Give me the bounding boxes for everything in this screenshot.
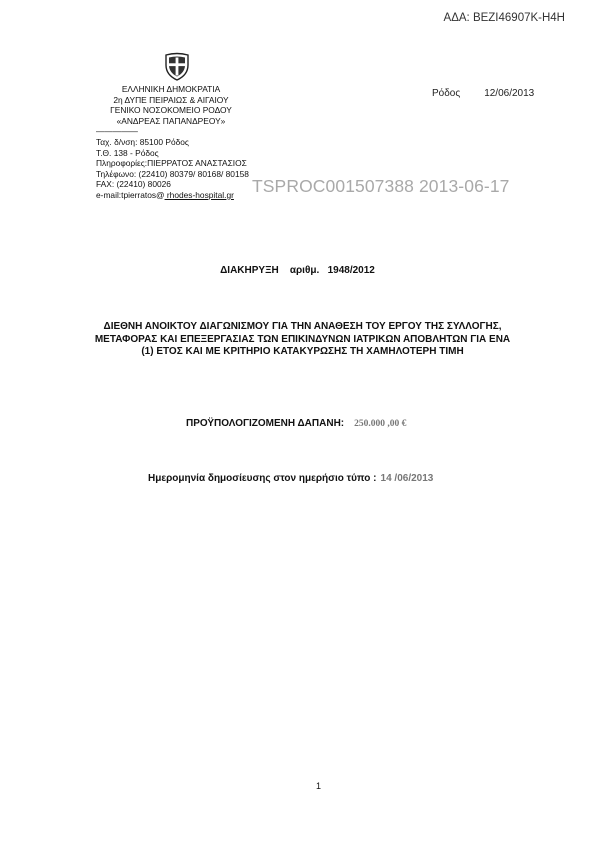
header-phone: Τηλέφωνο: (22410) 80379/ 80168/ 80158 bbox=[96, 168, 249, 179]
header-email-label: e-mail:tpierratos@ bbox=[96, 189, 165, 200]
publication-line bbox=[148, 473, 433, 484]
header-email bbox=[96, 190, 249, 201]
greek-coat-of-arms-icon bbox=[163, 51, 191, 81]
email-link[interactable]: rhodes-hospital.gr bbox=[164, 189, 234, 200]
publication-date: 14 /06/2013 bbox=[380, 473, 434, 484]
place-date bbox=[432, 88, 534, 99]
document-date: 12/06/2013 bbox=[484, 88, 535, 99]
header-po-box: Τ.Θ. 138 - Ρόδος bbox=[96, 147, 159, 158]
header-fax: FAX: (22410) 80026 bbox=[96, 179, 171, 190]
publication-label: Ημερομηνία δημοσίευσης στον ημερήσιο τύπο : bbox=[148, 473, 377, 484]
ada-code: ΑΔΑ: ΒΕΖΙ46907Κ-Η4Η bbox=[443, 12, 565, 24]
header-hospital: ΓΕΝΙΚΟ ΝΟΣΟΚΟΜΕΙΟ ΡΟΔΟΥ bbox=[110, 105, 232, 116]
header-info: Πληροφορίες:ΠΙΕΡΡΑΤΟΣ ΑΝΑΣΤΑΣΙΟΣ bbox=[96, 158, 247, 169]
header-divider: ――――― bbox=[96, 126, 138, 137]
header-health-region: 2η ΔΥΠΕ ΠΕΙΡΑΙΩΣ & ΑΙΓΑΙΟΥ bbox=[113, 94, 229, 105]
place: Ρόδος bbox=[432, 88, 461, 99]
header-address: Ταχ. δ/νση: 85100 Ρόδος bbox=[96, 136, 189, 147]
tender-subject: ΔΙΕΘΝΗ ΑΝΟΙΚΤΟΥ ΔΙΑΓΩΝΙΣΜΟΥ ΓΙΑ ΤΗΝ ΑΝΑΘΕΣΗ ΤΟΥ ΕΡΓΟΥ ΤΗΣ ΣΥΛΛΟΓΗΣ, ΜΕΤΑΦΟΡΑΣ ΚΑΙ ΕΠΕΞΕΡΓΑΣΙΑΣ ΤΩΝ ΕΠΙΚΙΝΔΥΝΩΝ ΙΑΤΡΙΚΩΝ ΑΠΟΒΛΗΤΩΝ ΓΙΑ ΕΝΑ (1) ΕΤΟΣ ΚΑΙ ΜΕ ΚΡΙΤΗΡΙΟ ΚΑΤΑΚΥΡΩΣΗΣ ΤΗ ΧΑΜΗΛΟΤΕΡΗ ΤΙΜΗ bbox=[94, 321, 511, 358]
letterhead bbox=[96, 84, 249, 201]
document-title: ΔΙΑΚΗΡΥΞΗ αριθμ. 1948/2012 bbox=[220, 265, 375, 276]
watermark-stamp: TSPROC001507388 2013-06-17 bbox=[252, 176, 510, 196]
budget-label: ΠΡΟΫΠΟΛΟΓΙΖΟΜΕΝΗ ΔΑΠΑΝΗ: bbox=[186, 418, 345, 429]
budget-value: 250.000 ,00 € bbox=[354, 419, 407, 429]
header-republic: ΕΛΛΗΝΙΚΗ ΔΗΜΟΚΡΑΤΙΑ bbox=[121, 84, 221, 94]
page-number: 1 bbox=[316, 781, 322, 791]
budget-line bbox=[186, 418, 406, 429]
header-hospital-name: «ΑΝΔΡΕΑΣ ΠΑΠΑΝΔΡΕΟΥ» bbox=[116, 115, 226, 126]
